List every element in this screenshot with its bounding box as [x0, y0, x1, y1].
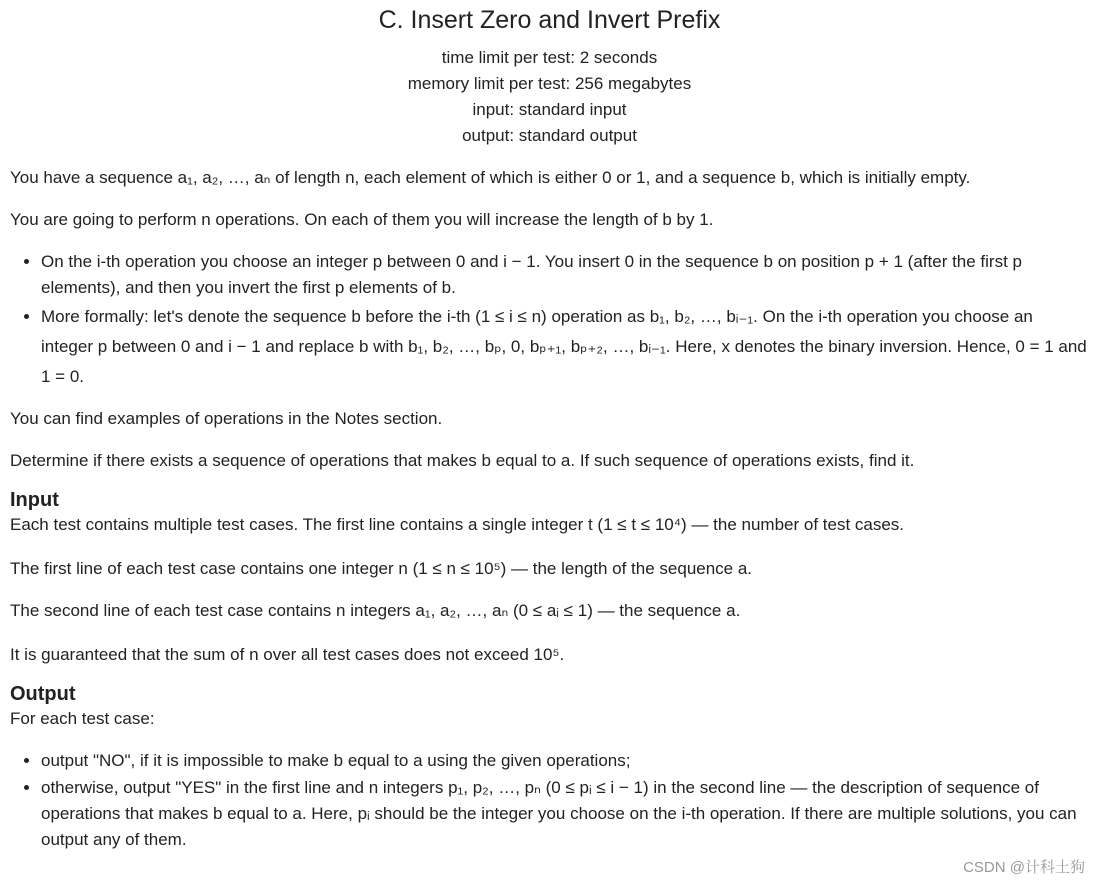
operation-rule-2: • More formally: let's denote the sequence b before the i-th (1 ≤ i ≤ n) operation as b₁, b₂, …, bᵢ₋₁. On the i-th operation you choose an integer p between 0 and i − 1 and replace b with b₁, b₂, …, bₚ, 0, bₚ₊₁, bₚ₊₂, …, bᵢ₋₁. Here, x denotes the binary inversion. Hence, 0 = 1 and 1 = 0.	[41, 302, 1089, 392]
input-paragraph-1: Each test contains multiple test cases. The first line contains a single integer t (1 ≤ t ≤ 10⁴) — the number of test cases.	[10, 515, 905, 534]
problem-page	[0, 5, 1099, 853]
problem-statement	[10, 165, 1089, 474]
time-limit: time limit per test: 2 seconds	[441, 48, 658, 67]
output-rule-2: • otherwise, output "YES" in the first line and n integers p₁, p₂, …, pₙ (0 ≤ pᵢ ≤ i − 1) in the second line — the description of sequence of operations that makes b equal to a. Here, pᵢ should be the integer you choose on the i-th operation. If there are multiple solutions, you can output any of them.	[41, 775, 1089, 853]
problem-limits	[10, 45, 1089, 149]
output-rule-1: • output "NO", if it is impossible to make b equal to a using the given operations;	[41, 748, 1089, 774]
problem-title: C. Insert Zero and Invert Prefix	[378, 6, 721, 34]
input-paragraph-2: The first line of each test case contains one integer n (1 ≤ n ≤ 10⁵) — the length of the sequence a.	[10, 559, 753, 578]
statement-paragraph-3: You can find examples of operations in the Notes section.	[10, 409, 443, 428]
output-specification	[10, 682, 1089, 853]
output-file: output: standard output	[462, 126, 637, 145]
statement-paragraph-1: You have a sequence a₁, a₂, …, aₙ of length n, each element of which is either 0 or 1, and a sequence b, which is initially empty.	[10, 168, 971, 187]
input-file: input: standard input	[472, 100, 627, 119]
output-rules-list	[10, 748, 1089, 853]
csdn-watermark: CSDN @计科土狗	[963, 859, 1085, 876]
output-paragraph-1: For each test case:	[10, 709, 155, 728]
output-heading: Output	[10, 683, 76, 705]
statement-paragraph-2: You are going to perform n operations. On each of them you will increase the length of b by 1.	[10, 210, 714, 229]
statement-paragraph-4: Determine if there exists a sequence of operations that makes b equal to a. If such sequence of operations exists, find it.	[10, 451, 915, 470]
input-paragraph-4: It is guaranteed that the sum of n over all test cases does not exceed 10⁵.	[10, 645, 565, 664]
operation-rule-1: • On the i-th operation you choose an integer p between 0 and i − 1. You insert 0 in the sequence b on position p + 1 (after the first p elements), and then you invert the first p elements of b.	[41, 249, 1089, 301]
operation-rules-list	[10, 249, 1089, 392]
memory-limit: memory limit per test: 256 megabytes	[407, 74, 692, 93]
input-specification	[10, 488, 1089, 668]
input-heading: Input	[10, 489, 59, 511]
input-paragraph-3: The second line of each test case contains n integers a₁, a₂, …, aₙ (0 ≤ aᵢ ≤ 1) — the sequence a.	[10, 601, 741, 620]
